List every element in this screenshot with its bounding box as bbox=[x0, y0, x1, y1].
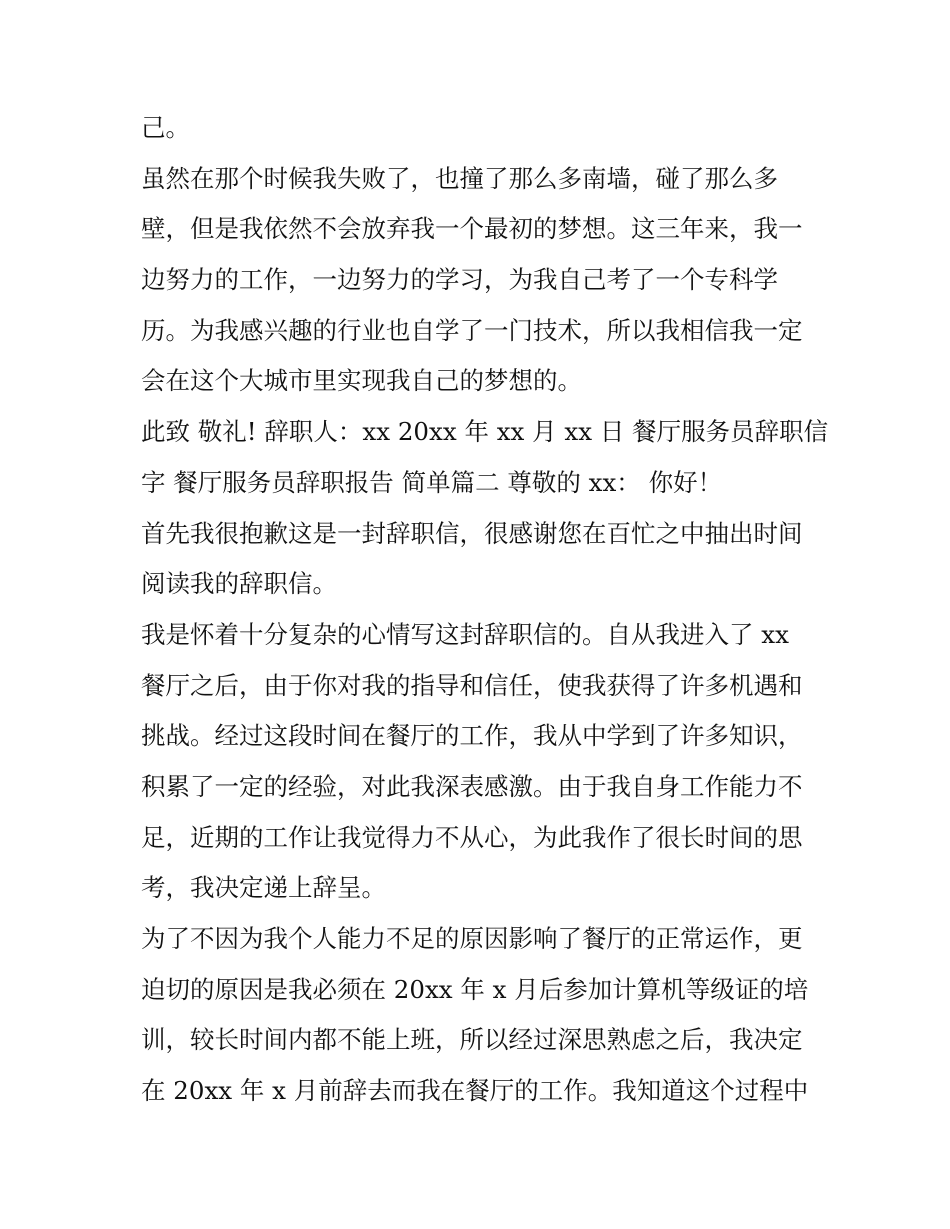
text-line: 边努力的工作，一边努力的学习，为我自己考了一个专科学 bbox=[141, 265, 778, 295]
text-line: 我是怀着十分复杂的心情写这封辞职信的。自从我进入了 xx bbox=[141, 619, 789, 649]
document-body-text bbox=[141, 103, 829, 1117]
text-line: 积累了一定的经验，对此我深表感激。由于我自身工作能力不 bbox=[141, 771, 803, 801]
text-line: 首先我很抱歉这是一封辞职信，很感谢您在百忙之中抽出时间 bbox=[141, 518, 803, 548]
text-line: 壁，但是我依然不会放弃我一个最初的梦想。这三年来，我一 bbox=[141, 214, 803, 244]
text-line: 虽然在那个时候我失败了，也撞了那么多南墙，碰了那么多 bbox=[141, 163, 778, 193]
text-line: 餐厅之后，由于你对我的指导和信任，使我获得了许多机遇和 bbox=[141, 670, 803, 700]
text-line: 在 20xx 年 x 月前辞去而我在餐厅的工作。我知道这个过程中 bbox=[141, 1076, 809, 1106]
text-line: 历。为我感兴趣的行业也自学了一门技术，所以我相信我一定 bbox=[141, 315, 803, 345]
text-line: 挑战。经过这段时间在餐厅的工作，我从中学到了许多知识， bbox=[141, 721, 803, 751]
text-line: 此致 敬礼! 辞职人：xx 20xx 年 xx 月 xx 日 餐厅服务员辞职信 bbox=[141, 417, 829, 447]
text-line: 会在这个大城市里实现我自己的梦想的。 bbox=[141, 366, 582, 396]
text-line: 阅读我的辞职信。 bbox=[141, 569, 337, 599]
text-line: 足，近期的工作让我觉得力不从心，为此我作了很长时间的思 bbox=[141, 822, 803, 852]
text-line: 考，我决定递上辞呈。 bbox=[141, 873, 386, 903]
text-line: 迫切的原因是我必须在 20xx 年 x 月后参加计算机等级证的培 bbox=[141, 974, 809, 1004]
text-line: 字 餐厅服务员辞职报告 简单篇二 尊敬的 xx： 你好！ bbox=[141, 467, 723, 497]
text-line: 为了不因为我个人能力不足的原因影响了餐厅的正常运作，更 bbox=[141, 924, 803, 953]
text-line: 己。 bbox=[141, 113, 190, 142]
text-line: 训，较长时间内都不能上班，所以经过深思熟虑之后，我决定 bbox=[141, 1025, 803, 1055]
